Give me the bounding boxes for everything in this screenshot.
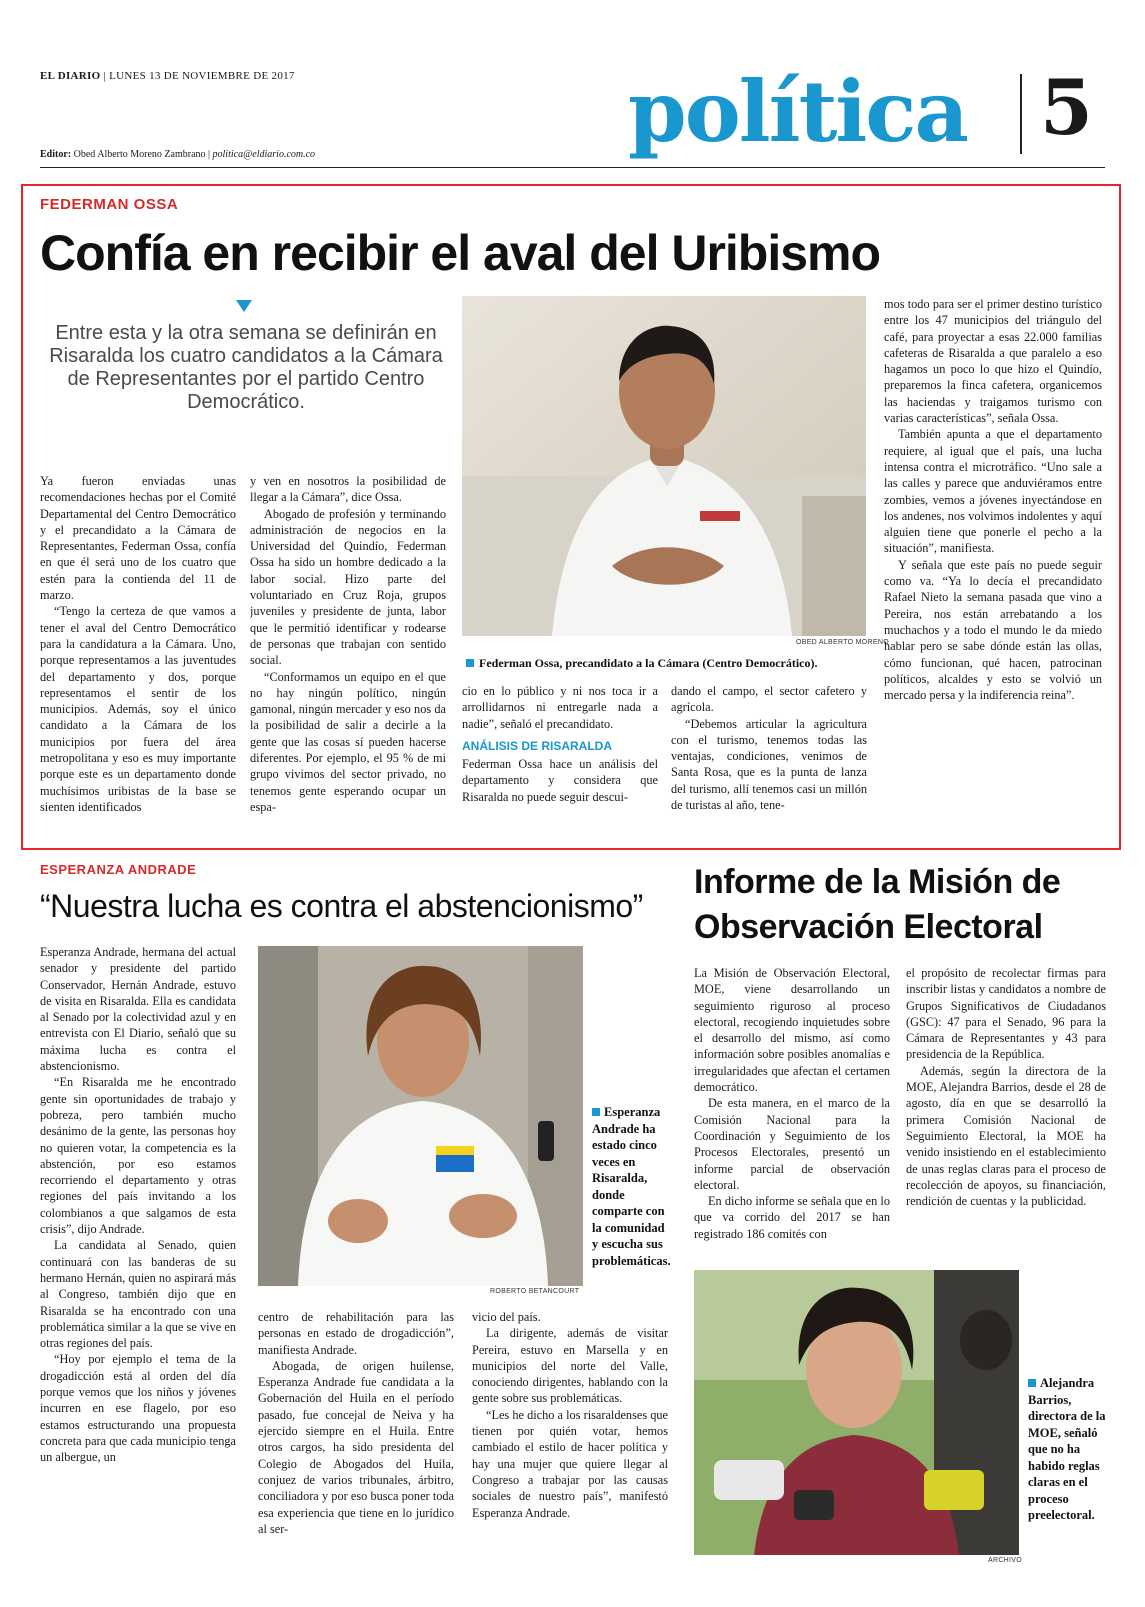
- photo-esperanza-andrade-image: [258, 946, 583, 1286]
- story3-col2-para: el propósito de recolectar firmas para inscribir listas y candidatos a nombre de Grupos Significativos de Ciudadanos (GSC): 47 para el Senado, 96 para la Cámara de Representantes y 43 para presidencia de la República.: [906, 966, 1106, 1062]
- story1-dek: Entre esta y la otra semana se definirán en Risaralda los cuatro candidatos a la Cámara de Representantes por el partido Centro Democrático.: [49, 322, 443, 413]
- masthead-rule: [40, 167, 1105, 168]
- story1-col2-para: Abogado de profesión y terminando administración de negocios en la Universidad del Quindío, Federman Ossa ha sido un hombre dedicado a la labor social. Hizo parte del voluntariado en Cruz Roja, grupos juveniles y presidente de junta, labor que le permitió identificar y rodearse de personas que trabajan con sentido social.: [250, 506, 446, 668]
- story3-caption: [1028, 1375, 1112, 1524]
- story2-column-2: [258, 1309, 454, 1569]
- story3-col1-para: En dicho informe se señala que en lo que va corrido del 2017 se han registrado 186 comités con: [694, 1194, 890, 1241]
- caption-marker-icon: [1028, 1379, 1036, 1387]
- story1-column-4: [671, 683, 867, 828]
- photo-federman-ossa-image: [462, 296, 866, 636]
- story3-headline-line: Observación Electoral: [694, 908, 1043, 946]
- story1-col5-para: mos todo para ser el primer destino turístico entre los 47 municipios del triángulo del café, para proyectar a esas 22.000 familias cafeteras de Risaralda a que paralelo a eso hagamos un poco lo que hizo el Quindío, preparemos la finca cafetera, organicemos las haciendas y traigamos turismo con varias características”, señala Ossa.: [884, 297, 1102, 426]
- story1-column-5: [884, 296, 1102, 828]
- story1-column-3: [462, 683, 658, 828]
- story1-col5-para: También apunta a que el departamento requiere, al igual que el país, una lucha intensa contra el microtráfico. “Uno sale a las calles y parece que anduviéramos entre zombies, vemos a jóvenes inyectándose en los andenes, nos volvimos indolentes y aquí alguien tiene que ponerle el pecho a la situación”, manifiesta.: [884, 427, 1102, 556]
- story3-column-1: [694, 965, 890, 1255]
- masthead-dateline: [40, 70, 295, 82]
- story1-col5-para: Y señala que este país no puede seguir como va. “Ya lo decía el precandidato Rafael Nieto la semana pasada que vino a Pereira, nos están arrebatando a los muchachos y a todo el mundo le da miedo hablar pero se sabe dónde están las ollas, cómo funcionan, qué hacen, patrocinan políticos, alcaldes y esto se volvió un mercado persa y la indiferencia reina”.: [884, 557, 1102, 703]
- section-title: política: [628, 62, 967, 161]
- story2-col1-para: Esperanza Andrade, hermana del actual senador y presidente del partido Conservador, Hernán Andrade, estuvo de visita en Risaralda. Ella es candidata al Senado por la colectividad azul y en entrevista con El Diario, señaló que su máxima lucha es contra el abstencionismo.: [40, 945, 236, 1074]
- photo-federman-ossa: [462, 296, 866, 636]
- story1-col4-para: “Debemos articular la agricultura con el turismo, tenemos todas las ventajas, condiciones, venimos de Santa Rosa, que es la punta de lanza del turismo, allí tenemos casi un millón de turistas al año, tene-: [671, 716, 867, 813]
- story1-headline: Confía en recibir el aval del Uribismo: [40, 225, 881, 281]
- story1-col1-para: “Tengo la certeza de que vamos a tener el aval del Centro Democrático para la candidatura a la Cámara. Uno, porque representamos a las juventudes del departamento y dos, porque representamos el sentir de los municipios. Además, soy el único candidato a la Cámara de los municipios por fuera del área metropolitana y eso es muy importante porque este es un departamento donde muchísimos uribistas de la base se sienten identificados: [40, 604, 236, 814]
- story1-col3-para: cio en lo público y ni nos toca ir a arrollidarnos ni entregarle nada a nadie”, señaló el precandidato.: [462, 684, 658, 731]
- story1-subhead: ANÁLISIS DE RISARALDA: [462, 738, 613, 753]
- section-divider: [1020, 74, 1022, 154]
- dek-arrow-icon: [236, 300, 252, 312]
- story1-caption: [466, 655, 866, 671]
- story1-col2-para: y ven en nosotros la posibilidad de llegar a la Cámara”, dice Ossa.: [250, 474, 446, 505]
- caption-marker-icon: [466, 659, 474, 667]
- story2-col3-para: La dirigente, además de visitar Pereira, estuvo en Marsella y en municipios del norte del Valle, conociendo dirigentes, hablando con la gente sobre sus problemáticas.: [472, 1326, 668, 1406]
- story2-col3-para: “Les he dicho a los risaraldenses que tienen por quién votar, hemos cambiado el estilo de hacer política y hay una mujer que quiere llegar al Congreso a trabajar por las causas sociales de nuestro país”, manifestó Esperanza Andrade.: [472, 1407, 668, 1520]
- newspaper-name: EL DIARIO: [40, 70, 101, 82]
- photo-esperanza-andrade: [258, 946, 583, 1286]
- story1-col1-para: Ya fueron enviadas unas recomendaciones hechas por el Comité Departamental del Centro Democrático y el precandidato a la Cámara de Representantes, Federman Ossa, confía en que él será uno de los cuatro que estén para la contienda del 11 de marzo.: [40, 474, 236, 603]
- story1-col2-para: “Conformamos un equipo en el que no hay ningún político, ningún gamonal, ningún mercader y eso nos da la posibilidad de salir a decirle a la gente que las cosas sí pueden hacerse diferentes. Por ejemplo, el 95 % de mi grupo vivimos del sector privado, no tenemos gente esperando ocupar un espa-: [250, 669, 446, 814]
- story2-caption: [592, 1104, 672, 1269]
- caption-marker-icon: [592, 1108, 600, 1116]
- editor-label: Editor:: [40, 149, 72, 160]
- story3-headline: [694, 860, 1114, 950]
- editor-credit: [40, 149, 315, 160]
- page-number: 5: [1040, 63, 1093, 152]
- story1-caption-text: Federman Ossa, precandidato a la Cámara (Centro Democrático).: [479, 656, 818, 670]
- story2-headline: “Nuestra lucha es contra el abstencionismo”: [40, 888, 643, 924]
- story1-col3-para: Federman Ossa hace un análisis del departamento y considera que Risaralda no puede seguir descui-: [462, 757, 658, 804]
- story3-col1-para: La Misión de Observación Electoral, MOE, viene desarrollando un seguimiento riguroso al proceso electoral, recogiendo inquietudes sobre el desarrollo del mismo, así como información sobre posibles anomalías e irregularidades que afectan el certamen democrático.: [694, 966, 890, 1095]
- story3-photo-credit: ARCHIVO: [988, 1557, 1022, 1564]
- story2-col1-para: “En Risaralda me he encontrado gente sin oportunidades de trabajo y pobreza, pero también mucho desánimo de la gente, las personas hoy no quieren votar, la competencia es la abstención, por eso estamos recorriendo el departamento y otras regiones del país invitando a los colombianos a que salgamos de esta crisis”, dijo Andrade.: [40, 1075, 236, 1237]
- story2-col2-para: Abogada, de origen huilense, Esperanza Andrade fue candidata a la Gobernación del Huila en el período pasado, fue concejal de Neiva y ha ejercido siempre en el Huila. Entre otros cargos, ha sido presidenta del Colegio de Abogados del Huila, conjuez de varios tribunales, árbitro, conciliadora y por eso busca poner toda esa experiencia que tiene en lo jurídico al ser-: [258, 1358, 454, 1536]
- story1-kicker: FEDERMAN OSSA: [40, 196, 179, 213]
- story2-caption-text: Esperanza Andrade ha estado cinco veces en Risaralda, donde comparte con la comunidad y escucha sus problemáticas.: [592, 1105, 671, 1268]
- dateline-separator: |: [103, 70, 107, 82]
- editor-name: Obed Alberto Moreno Zambrano |: [73, 149, 211, 160]
- story2-column-1: [40, 944, 236, 1564]
- issue-date: LUNES 13 DE NOVIEMBRE DE 2017: [109, 70, 295, 82]
- editor-email: politica@eldiario.com.co: [212, 149, 316, 160]
- story2-column-3: [472, 1309, 668, 1569]
- story3-col2-para: Además, según la directora de la MOE, Alejandra Barrios, desde el 28 de agosto, día en que se desarrolló la primera Comisión Nacional de Seguimiento Electoral, la MOE ha venido insistiendo en el establecimiento de unas reglas claras para el proceso de recolección de apoyos, su financiación, rendición de cuentas y la publicidad.: [906, 1063, 1106, 1209]
- story3-col1-para: De esta manera, en el marco de la Comisión Nacional para la Coordinación y Seguimiento de los Procesos Electorales, presentó un informe parcial de observación electoral.: [694, 1096, 890, 1192]
- story1-photo-credit: OBED ALBERTO MORENO: [796, 639, 889, 646]
- story2-col1-para: “Hoy por ejemplo el tema de la drogadicción está al orden del día porque vemos que los niños y jóvenes incurren en ese flagelo, por eso estamos estructurando una propuesta concreta para que cada municipio tenga un albergue, un: [40, 1352, 236, 1465]
- story2-col1-para: La candidata al Senado, quien continuará con las banderas de su hermano Hernán, quien no aspirará más al Congreso, también dijo que en Risaralda se ha encontrado con una problemática similar a la que se vive en otras regiones del país.: [40, 1238, 236, 1351]
- story2-col3-para: vicio del país.: [472, 1310, 541, 1324]
- story3-headline-line: Informe de la Misión de: [694, 863, 1061, 901]
- photo-alejandra-barrios: [694, 1270, 1019, 1555]
- story2-col2-para: centro de rehabilitación para las personas en estado de drogadicción”, manifiesta Andrade.: [258, 1310, 454, 1357]
- story1-col4-para: dando el campo, el sector cafetero y agrícola.: [671, 684, 867, 715]
- story3-caption-text: Alejandra Barrios, directora de la MOE, señaló que no ha habido reglas claras en el proceso preelectoral.: [1028, 1376, 1106, 1522]
- story3-column-2: [906, 965, 1106, 1255]
- story1-column-2: [250, 473, 446, 828]
- story2-kicker: ESPERANZA ANDRADE: [40, 862, 197, 877]
- story2-photo-credit: ROBERTO BETANCOURT: [490, 1288, 580, 1295]
- photo-alejandra-barrios-image: [694, 1270, 1019, 1555]
- story1-column-1: [40, 473, 236, 828]
